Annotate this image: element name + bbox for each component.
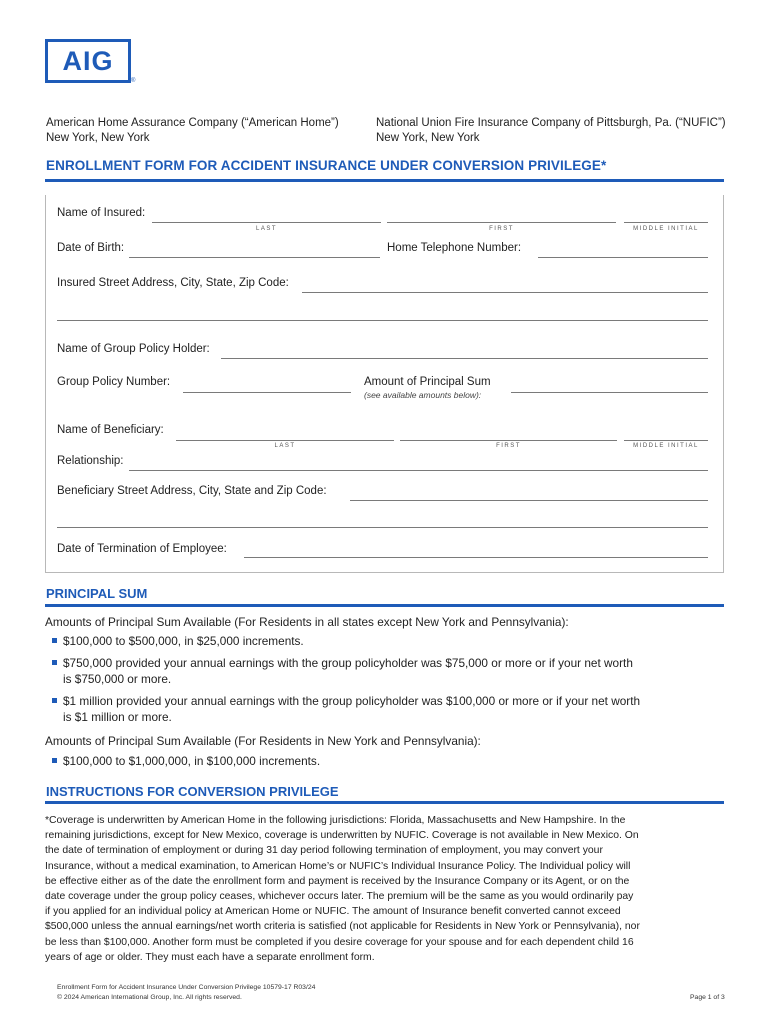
principal-bullet-3-line-1: $1 million provided your annual earnings with the group policyholder was $100,000 or more or if your net worth [63,694,641,708]
label-group-policy-holder: Name of Group Policy Holder: [57,343,210,355]
label-date-of-termination: Date of Termination of Employee: [57,543,227,555]
field-group-policy-holder[interactable] [221,358,708,359]
label-amount-principal-sum: Amount of Principal Sum [364,376,491,388]
field-relationship[interactable] [129,470,708,471]
field-amount-principal-sum[interactable] [511,392,708,393]
company-right-city: New York, New York [376,132,480,144]
field-insured-middle[interactable] [624,222,708,223]
company-left-name: American Home Assurance Company (“American Home”) [46,117,339,129]
instructions-line: be effective either as of the date the enrollment form and payment is received by the Insurance Company or its Agent, or on the [45,875,630,887]
label-insured-address: Insured Street Address, City, State, Zip Code: [57,277,289,289]
title-rule [45,179,724,182]
sub-label-first: FIRST [489,226,514,232]
field-beneficiary-address-line2[interactable] [57,527,708,528]
instructions-line: *Coverage is underwritten by American Home in the following jurisdictions: Florida, Massachusetts and New Hampshire. In the [45,815,626,826]
instructions-rule [45,801,724,804]
field-insured-last[interactable] [152,222,381,223]
company-right-name: National Union Fire Insurance Company of Pittsburgh, Pa. (“NUFIC”) [376,117,726,129]
principal-bullet-2-line-2: is $750,000 or more. [63,672,172,686]
principal-sum-intro-2: Amounts of Principal Sum Available (For Residents in New York and Pennsylvania): [45,734,481,748]
principal-bullet-3-line-2: is $1 million or more. [63,710,172,724]
instructions-line: remaining jurisdictions, except for New Mexico, coverage is underwritten by NUFIC. Coverage is not available in New Mexico. On [45,830,639,842]
label-relationship: Relationship: [57,455,124,467]
aig-logo [45,39,131,83]
field-beneficiary-address[interactable] [350,500,708,501]
principal-bullet-3 [52,693,712,725]
field-beneficiary-last[interactable] [176,440,394,441]
label-home-telephone: Home Telephone Number: [387,242,522,254]
field-beneficiary-middle[interactable] [624,440,708,441]
principal-bullet-ny-pa-text: $100,000 to $1,000,000, in $100,000 increments. [63,754,321,768]
registered-mark: ® [131,78,136,84]
principal-bullet-2 [52,655,712,687]
principal-sum-intro-1: Amounts of Principal Sum Available (For Residents in all states except New York and Pennsylvania): [45,615,569,629]
principal-bullet-2-line-1: $750,000 provided your annual earnings with the group policyholder was $75,000 or more or if your net worth [63,656,633,670]
sub-label-beneficiary-middle: MIDDLE INITIAL [633,443,699,449]
company-left-city: New York, New York [46,132,150,144]
instructions-line: date coverage under the group policy ceases, whichever occurs later. The premium will be the same as you would ordinarily pay [45,891,634,903]
footer-page-number: Page 1 of 3 [690,994,725,1001]
principal-sum-rule [45,604,724,607]
instructions-line: $500,000 unless the annual earnings/net worth criteria is satisfied (not applicable for Residents in New York or Pennsylvania), nor [45,921,640,933]
footer-form-info [57,983,315,1003]
company-american-home [46,116,339,146]
footer-copyright: © 2024 American International Group, Inc. All rights reserved. [57,994,242,1001]
instructions-line: years of age or older. They must each have a separate enrollment form. [45,951,375,963]
sub-label-beneficiary-last: LAST [274,443,296,449]
principal-sum-heading: PRINCIPAL SUM [46,586,148,601]
label-name-of-beneficiary: Name of Beneficiary: [57,424,164,436]
form-title: ENROLLMENT FORM FOR ACCIDENT INSURANCE UNDER CONVERSION PRIVILEGE* [46,158,607,173]
instructions-line: Insurance, without a medical examination, to American Home’s or NUFIC’s Individual Insurance Policy. The Individual policy will [45,860,631,872]
bullet-square-icon [52,660,57,665]
field-home-telephone[interactable] [538,257,708,258]
principal-sum-hint: (see available amounts below): [364,390,482,400]
field-group-policy-number[interactable] [183,392,351,393]
field-date-of-birth[interactable] [129,257,380,258]
label-name-of-insured: Name of Insured: [57,207,146,219]
instructions-line: the date of termination of employment or during 31 day period following termination of employment, you may convert your [45,845,603,857]
footer-form-id: Enrollment Form for Accident Insurance Under Conversion Privilege 10579-17 R03/24 [57,984,316,991]
sub-label-beneficiary-first: FIRST [496,443,521,449]
instructions-line: be less than $100,000. Another form must be completed if you desire coverage for your spouse and for each dependent child 16 [45,936,634,948]
field-insured-first[interactable] [387,222,616,223]
label-group-policy-number: Group Policy Number: [57,376,171,388]
field-insured-address[interactable] [302,292,708,293]
principal-bullet-1-text: $100,000 to $500,000, in $25,000 increments. [63,634,304,648]
label-date-of-birth: Date of Birth: [57,242,125,254]
instructions-heading: INSTRUCTIONS FOR CONVERSION PRIVILEGE [46,784,339,799]
field-date-of-termination[interactable] [244,557,708,558]
bullet-square-icon [52,698,57,703]
company-nufic [376,116,726,146]
instructions-line: if you applied for an individual policy at American Home or NUFIC. The amount of Insurance benefit converted cannot exceed [45,906,621,918]
sub-label-middle: MIDDLE INITIAL [633,226,699,232]
aig-logo-text: AIG [62,45,114,76]
field-beneficiary-first[interactable] [400,440,617,441]
bullet-square-icon [52,638,57,643]
label-beneficiary-address: Beneficiary Street Address, City, State and Zip Code: [57,485,327,497]
principal-bullet-ny-pa [52,753,712,769]
sub-label-last: LAST [255,226,277,232]
field-insured-address-line2[interactable] [57,320,708,321]
bullet-square-icon [52,758,57,763]
instructions-text [45,813,725,965]
principal-bullet-1 [52,633,712,649]
